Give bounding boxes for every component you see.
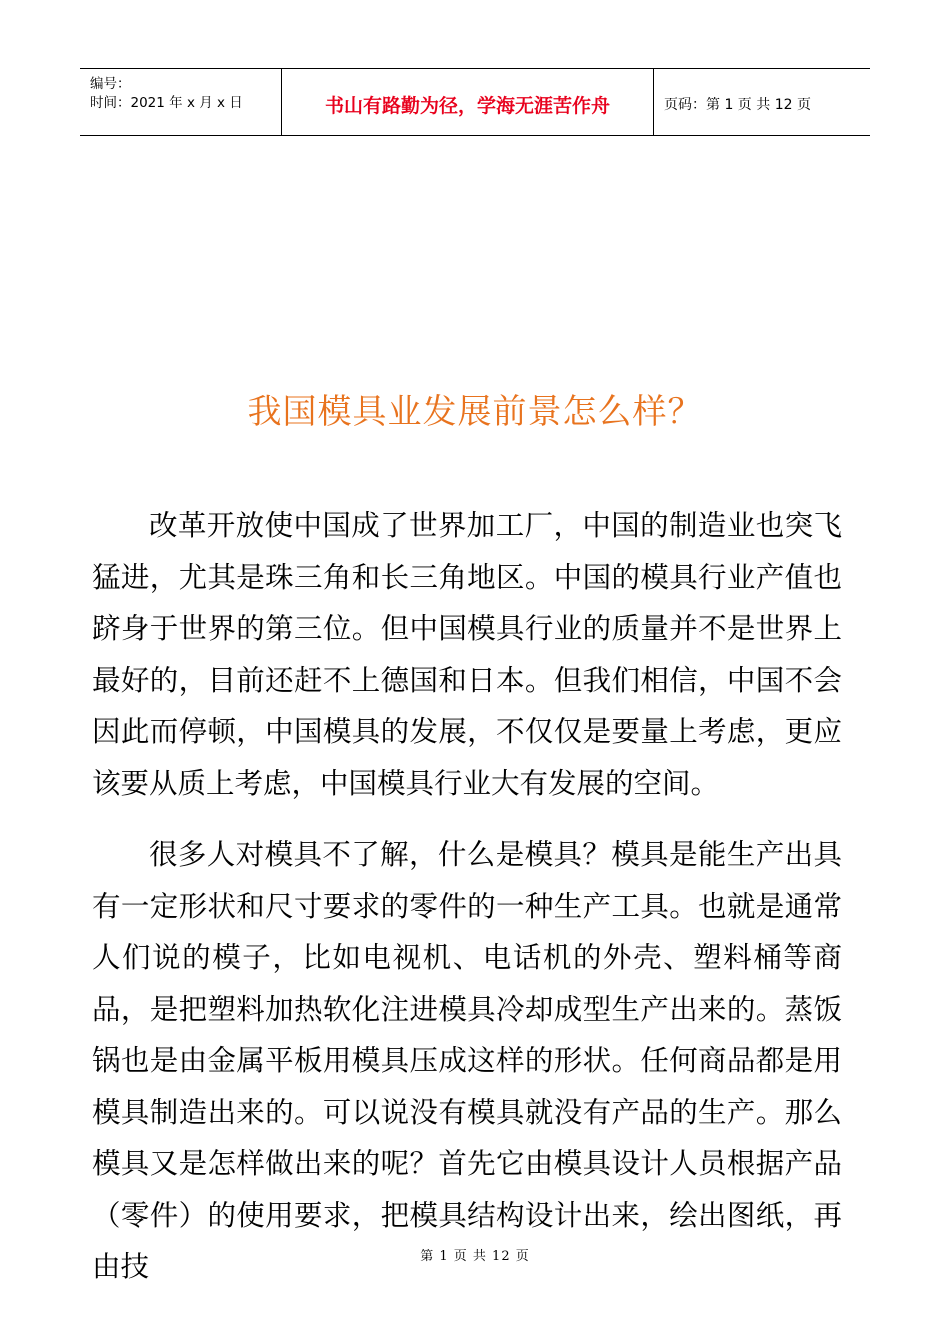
time-label: 时间：2021 年 x 月 x 日: [90, 95, 243, 111]
motto-text: 书山有路勤为径，学海无涯苦作舟: [324, 94, 610, 117]
document-header: [80, 68, 870, 136]
page-code-text: 页码：第 1 页 共 12 页: [664, 97, 811, 113]
header-info-cell: [80, 69, 282, 135]
page-code-cell: [654, 69, 870, 135]
motto-cell: [282, 69, 654, 135]
paragraph-2: 很多人对模具不了解，什么是模具？模具是能生产出具有一定形状和尺寸要求的零件的一种生产工具。也就是通常人们说的模子，比如电视机、电话机的外壳、塑料桶等商品，是把塑料加热软化注进模具冷却成型生产出来的。蒸饭锅也是由金属平板用模具压成这样的形状。任何商品都是用模具制造出来的。可以说没有模具就没有产品的生产。那么模具又是怎样做出来的呢？首先它由模具设计人员根据产品（零件）的使用要求，把模具结构设计出来，绘出图纸，再由技: [92, 838, 842, 1283]
number-label: 编号：: [90, 76, 131, 92]
document-title: 我国模具业发展前景怎么样？: [247, 392, 703, 432]
document-body: [92, 500, 842, 1293]
page-footer: 第 1 页 共 12 页: [420, 1249, 530, 1264]
paragraph-1: 改革开放使中国成了世界加工厂，中国的制造业也突飞猛进，尤其是珠三角和长三角地区。中国的模具行业产值也跻身于世界的第三位。但中国模具行业的质量并不是世界上最好的，目前还赶不上德国和日本。但我们相信，中国不会因此而停顿，中国模具的发展，不仅仅是要量上考虑，更应该要从质上考虑，中国模具行业大有发展的空间。: [92, 509, 842, 800]
